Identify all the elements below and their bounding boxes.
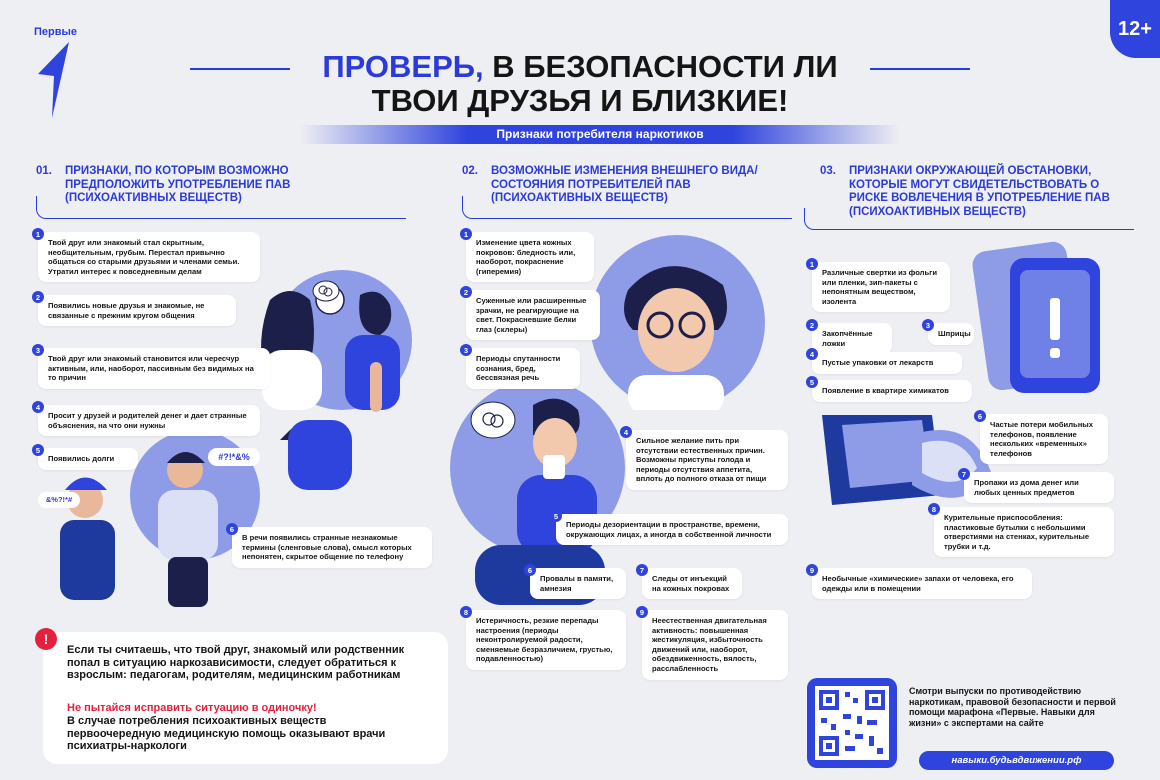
col1-badge-2: 2 — [32, 291, 44, 303]
col3-card-3-text: Шприцы — [938, 329, 971, 338]
col2-card-5-text: Периоды дезориентации в пространстве, времени, окружающих лицах, а иногда в собственной личности — [566, 520, 772, 539]
col2-underline — [462, 196, 792, 219]
boy-glasses-illustration — [608, 250, 748, 410]
col2-badge-4: 4 — [620, 426, 632, 438]
col1-underline — [36, 196, 406, 219]
promo-text: Смотри выпуски по противодействию наркотикам, правовой безопасности и первой помощи марафона «Первые. Навыки для жизни» с экспертами на сайте — [909, 686, 1116, 728]
col2-card-2-text: Суженные или расширенные зрачки, не реагирующие на свет. Покрасневшие белки глаз (склеры) — [476, 296, 587, 334]
col3-badge-6: 6 — [974, 410, 986, 422]
col3-badge-7: 7 — [958, 468, 970, 480]
col3-badge-8: 8 — [928, 503, 940, 515]
guys-illustration — [40, 445, 240, 610]
col1-badge-3: 3 — [32, 344, 44, 356]
col1-card-5-text: Появились долги — [48, 454, 115, 463]
col1-card-5 — [38, 448, 138, 470]
col3-card-2-text: Закопчённые ложки — [822, 329, 873, 348]
warning-red-text: Не пытайся исправить ситуацию в одиночку! — [67, 702, 317, 714]
col2-card-1-text: Изменение цвета кожных покровов: бледность или, наоборот, покраснение (гиперемия) — [476, 238, 576, 276]
col2-badge-6: 6 — [524, 564, 536, 576]
col3-card-3 — [928, 323, 974, 345]
col3-badge-5: 5 — [806, 376, 818, 388]
col1-card-3 — [38, 348, 270, 389]
page-title — [250, 50, 910, 118]
col2-badge-5: 5 — [550, 510, 562, 522]
col2-card-1 — [466, 232, 594, 282]
col1-title: ПРИЗНАКИ, ПО КОТОРЫМ ВОЗМОЖНО ПРЕДПОЛОЖИТЬ УПОТРЕБЛЕНИЕ ПАВ (ПСИХОАКТИВНЫХ ВЕЩЕСТВ) — [65, 165, 291, 204]
col1-card-6 — [232, 527, 432, 568]
col1-badge-4: 4 — [32, 401, 44, 413]
col2-card-7 — [642, 568, 742, 599]
warning-main-text: Если ты считаешь, что твой друг, знакомый или родственник попал в ситуацию наркозависимости, следует обратиться к взрослым: педагогам, родителям, медицинским работникам — [67, 644, 405, 681]
col2-badge-3: 3 — [460, 344, 472, 356]
col3-card-7-text: Пропажи из дома денег или любых ценных предметов — [974, 478, 1079, 497]
title-line1: В БЕЗОПАСНОСТИ ЛИ — [483, 49, 838, 84]
col2-badge-2: 2 — [460, 286, 472, 298]
exclamation-icon: ! — [35, 628, 57, 650]
col3-card-8 — [934, 507, 1114, 557]
col2-title: ВОЗМОЖНЫЕ ИЗМЕНЕНИЯ ВНЕШНЕГО ВИДА/СОСТОЯНИЯ ПОТРЕБИТЕЛЕЙ ПАВ (ПСИХОАКТИВНЫХ ВЕЩЕСТВ) — [491, 165, 758, 204]
col3-card-6 — [980, 414, 1108, 464]
col3-badge-4: 4 — [806, 348, 818, 360]
speech-bubble-1: #?!*&% — [208, 448, 260, 466]
col2-card-9 — [642, 610, 788, 680]
col1-card-1-text: Твой друг или знакомый стал скрытным, необщительным, грубым. Перестал привычно общаться со старыми друзьями и членами семьи. Утратил интерес к повседневным делам — [48, 238, 240, 276]
logo-arrow-icon — [36, 40, 72, 120]
col3-badge-2: 2 — [806, 319, 818, 331]
col3-card-6-text: Частые потери мобильных телефонов, появление нескольких «временных» телефонов — [990, 420, 1094, 458]
col2-card-7-text: Следы от инъекций на кожных покровах — [652, 574, 730, 593]
col3-card-4 — [812, 352, 962, 374]
col1-card-3-text: Твой друг или знакомый становится или чересчур активным, или, наоборот, пассивным без видимых на то причин — [48, 354, 254, 383]
col2-badge-8: 8 — [460, 606, 472, 618]
col1-card-2 — [38, 295, 236, 326]
col3-card-7 — [964, 472, 1114, 503]
col1-card-4-text: Просит у друзей и родителей денег и дает странные объяснения, на что они нужны — [48, 411, 247, 430]
col1-number: 01. — [36, 165, 52, 177]
col3-card-1-text: Различные свертки из фольги или пленки, зип-пакеты с непонятным веществом, изолента — [822, 268, 937, 306]
section-banner: Признаки потребителя наркотиков — [300, 125, 900, 144]
col2-card-6-text: Провалы в памяти, амнезия — [540, 574, 614, 593]
col2-card-9-text: Неестественная двигательная активность: повышенная жестикуляция, избыточность движений или, наоборот, обездвиженность, вялость, расслабленность — [652, 616, 767, 673]
col3-badge-1: 1 — [806, 258, 818, 270]
col3-badge-3: 3 — [922, 319, 934, 331]
col3-number: 03. — [820, 165, 836, 177]
age-rating-badge: 12+ — [1110, 0, 1160, 58]
col3-card-2 — [812, 323, 892, 354]
qr-code-icon[interactable] — [815, 686, 889, 760]
phones-illustration — [960, 238, 1110, 398]
title-accent: ПРОВЕРЬ, — [322, 49, 484, 84]
col1-card-1 — [38, 232, 260, 282]
col2-card-5 — [556, 514, 788, 545]
col2-card-2 — [466, 290, 600, 340]
title-line2: ТВОИ ДРУЗЬЯ И БЛИЗКИЕ! — [371, 83, 789, 118]
col2-card-4 — [626, 430, 788, 490]
col1-card-4 — [38, 405, 260, 436]
col3-underline — [804, 208, 1134, 230]
col3-card-8-text: Курительные приспособления: пластиковые бутылки с небольшими отверстиями на стенках, курительные трубки и т.д. — [944, 513, 1090, 551]
col2-card-8 — [466, 610, 626, 670]
col3-card-9-text: Необычные «химические» запахи от человека, его одежды или в помещении — [822, 574, 1014, 593]
col2-badge-9: 9 — [636, 606, 648, 618]
col3-card-9 — [812, 568, 1032, 599]
col3-card-4-text: Пустые упаковки от лекарств — [822, 358, 934, 367]
site-link[interactable]: навыки.будьвдвижении.рф — [919, 751, 1114, 770]
col2-card-3 — [466, 348, 580, 389]
speech-bubble-2: &%?!*# — [38, 492, 80, 508]
col1-card-6-text: В речи появились странные незнакомые термины (сленговые слова), смысл которых непонятен, скрытое общение по телефону — [242, 533, 412, 562]
col2-badge-7: 7 — [636, 564, 648, 576]
col3-badge-9: 9 — [806, 564, 818, 576]
col1-badge-6: 6 — [226, 523, 238, 535]
col2-badge-1: 1 — [460, 228, 472, 240]
col3-card-1 — [812, 262, 950, 312]
logo-text: Первые — [34, 26, 78, 38]
col3-title: ПРИЗНАКИ ОКРУЖАЮЩЕЙ ОБСТАНОВКИ, КОТОРЫЕ МОГУТ СВИДЕТЕЛЬСТВОВАТЬ О РИСКЕ ВОВЛЕЧЕНИЯ В УПОТРЕБЛЕНИЕ ПАВ (ПСИХОАКТИВНЫХ ВЕЩЕСТВ) — [849, 165, 1110, 218]
col1-badge-1: 1 — [32, 228, 44, 240]
tangle-icon — [312, 280, 340, 302]
col3-card-5-text: Появление в квартире химикатов — [822, 386, 949, 395]
col1-badge-5: 5 — [32, 444, 44, 456]
col3-card-5 — [812, 380, 972, 402]
col2-card-3-text: Периоды спутанности сознания, бред, бессвязная речь — [476, 354, 561, 383]
col2-card-8-text: Истеричность, резкие перепады настроения (периоды неконтролируемой радости, сменяемые безразличием, грустью, подавленностью) — [476, 616, 613, 664]
col1-card-2-text: Появились новые друзья и знакомые, не связанные с прежним кругом общения — [48, 301, 205, 320]
col2-number: 02. — [462, 165, 478, 177]
warning-after-text: В случае потребления психоактивных веществ первоочередную медицинскую помощь оказывают врачи психиатры-наркологи — [67, 715, 386, 752]
col2-card-4-text: Сильное желание пить при отсутствии естественных причин. Возможны приступы голода и периоды отсутствия аппетита, вплоть до полного отказа от пищи — [636, 436, 767, 484]
col2-card-6 — [530, 568, 626, 599]
